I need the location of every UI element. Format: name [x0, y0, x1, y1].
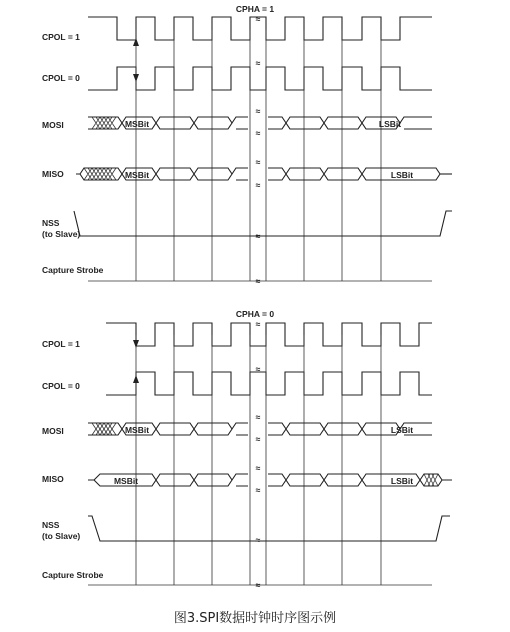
nss-signal [88, 516, 450, 541]
svg-text:≈: ≈ [255, 319, 261, 329]
svg-text:≈: ≈ [255, 364, 261, 374]
label-nss: NSS [42, 520, 60, 530]
nss-signal [74, 211, 452, 236]
label-cpol1: CPOL = 1 [42, 339, 80, 349]
mosi-lsbit: LSBit [378, 119, 402, 129]
miso-msbit: MSBit [113, 476, 139, 486]
label-miso: MISO [42, 169, 64, 179]
svg-text:≈: ≈ [255, 485, 261, 495]
svg-text:≈: ≈ [255, 535, 261, 545]
mosi-lsbit: LSBit [390, 425, 414, 435]
svg-text:≈: ≈ [255, 14, 261, 24]
miso-lsbit: LSBit [390, 170, 414, 180]
mosi-msbit: MSBit [124, 119, 150, 129]
label-capture-strobe: Capture Strobe [42, 265, 104, 275]
label-nss-sub: (to Slave) [42, 531, 81, 541]
cpol0-clock-signal [106, 372, 432, 395]
svg-text:≈: ≈ [255, 58, 261, 68]
break-marks [256, 319, 261, 590]
miso-msbit: MSBit [124, 170, 150, 180]
cpol0-clock-signal [88, 67, 432, 90]
panel-cpha0 [42, 309, 452, 590]
cpol1-clock-signal [106, 323, 432, 346]
svg-text:≈: ≈ [255, 180, 261, 190]
label-nss-sub: (to Slave) [42, 229, 81, 239]
label-mosi: MOSI [42, 120, 64, 130]
svg-text:≈: ≈ [255, 463, 261, 473]
svg-text:≈: ≈ [255, 106, 261, 116]
svg-text:≈: ≈ [255, 412, 261, 422]
svg-text:≈: ≈ [255, 231, 261, 241]
label-mosi: MOSI [42, 426, 64, 436]
svg-text:≈: ≈ [255, 157, 261, 167]
svg-text:≈: ≈ [255, 128, 261, 138]
label-miso: MISO [42, 474, 64, 484]
arrow-down-icon [133, 340, 139, 348]
svg-text:≈: ≈ [255, 276, 261, 286]
svg-text:≈: ≈ [255, 580, 261, 590]
arrow-down-icon [133, 74, 139, 82]
arrow-up-icon [133, 38, 139, 46]
break-marks [256, 14, 261, 286]
label-cpol1: CPOL = 1 [42, 32, 80, 42]
miso-bus [76, 168, 452, 180]
miso-bus [88, 474, 452, 486]
panel-title: CPHA = 0 [235, 309, 275, 319]
label-cpol0: CPOL = 0 [42, 381, 80, 391]
arrow-up-icon [133, 375, 139, 383]
label-cpol0: CPOL = 0 [42, 73, 80, 83]
mosi-msbit: MSBit [124, 425, 150, 435]
svg-text:≈: ≈ [255, 434, 261, 444]
miso-lsbit: LSBit [390, 476, 414, 486]
panel-cpha1 [42, 4, 452, 286]
figure-caption: 图3.SPI数据时钟时序图示例 [173, 611, 337, 626]
label-capture-strobe: Capture Strobe [42, 570, 104, 580]
label-nss: NSS [42, 218, 60, 228]
panel-title: CPHA = 1 [235, 4, 275, 14]
